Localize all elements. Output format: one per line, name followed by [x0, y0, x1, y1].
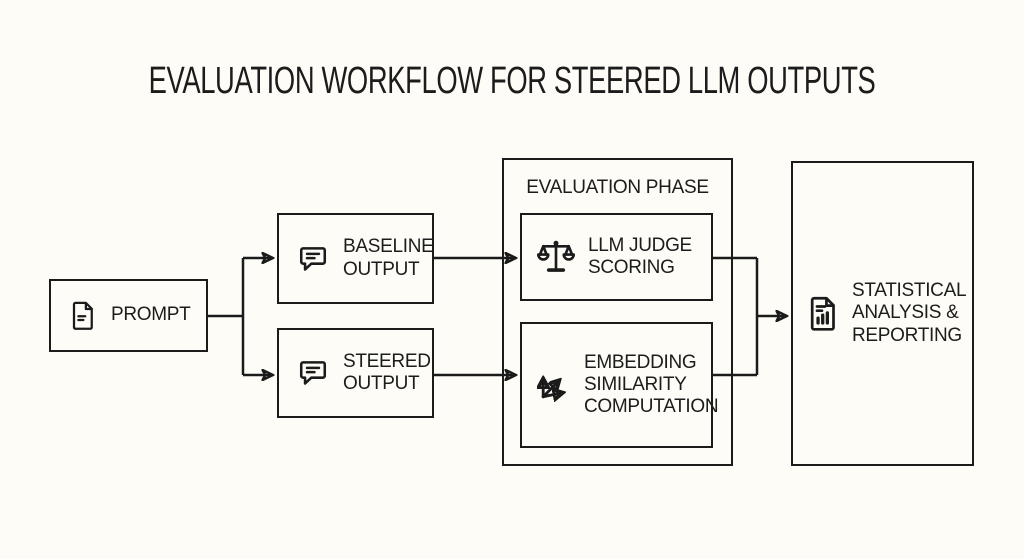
node-label: BASELINE OUTPUT: [343, 236, 434, 280]
node-prompt: [49, 279, 208, 352]
report-chart-icon: [805, 294, 841, 334]
group-label: EVALUATION PHASE: [526, 177, 709, 198]
diagram-title: EVALUATION WORKFLOW FOR STEERED LLM OUTPUTS: [148, 60, 876, 102]
node-llm-judge-scoring: [520, 213, 713, 301]
node-label: STEERED OUTPUT: [343, 350, 431, 394]
speech-bubble-icon: [296, 243, 330, 275]
node-label: STATISTICAL ANALYSIS & REPORTING: [852, 280, 966, 346]
speech-bubble-icon: [296, 357, 330, 389]
node-statistical-analysis: [791, 161, 974, 466]
vector-arrows-icon: [536, 367, 572, 403]
node-label: PROMPT: [111, 304, 191, 326]
node-steered-output: [277, 328, 434, 418]
node-embedding-similarity: [520, 322, 719, 448]
balance-scale-icon: [536, 238, 576, 276]
node-label: LLM JUDGE SCORING: [588, 234, 692, 278]
node-baseline-output: [277, 213, 434, 304]
document-icon: [68, 299, 98, 333]
node-label: EMBEDDING SIMILARITY COMPUTATION: [584, 351, 719, 418]
